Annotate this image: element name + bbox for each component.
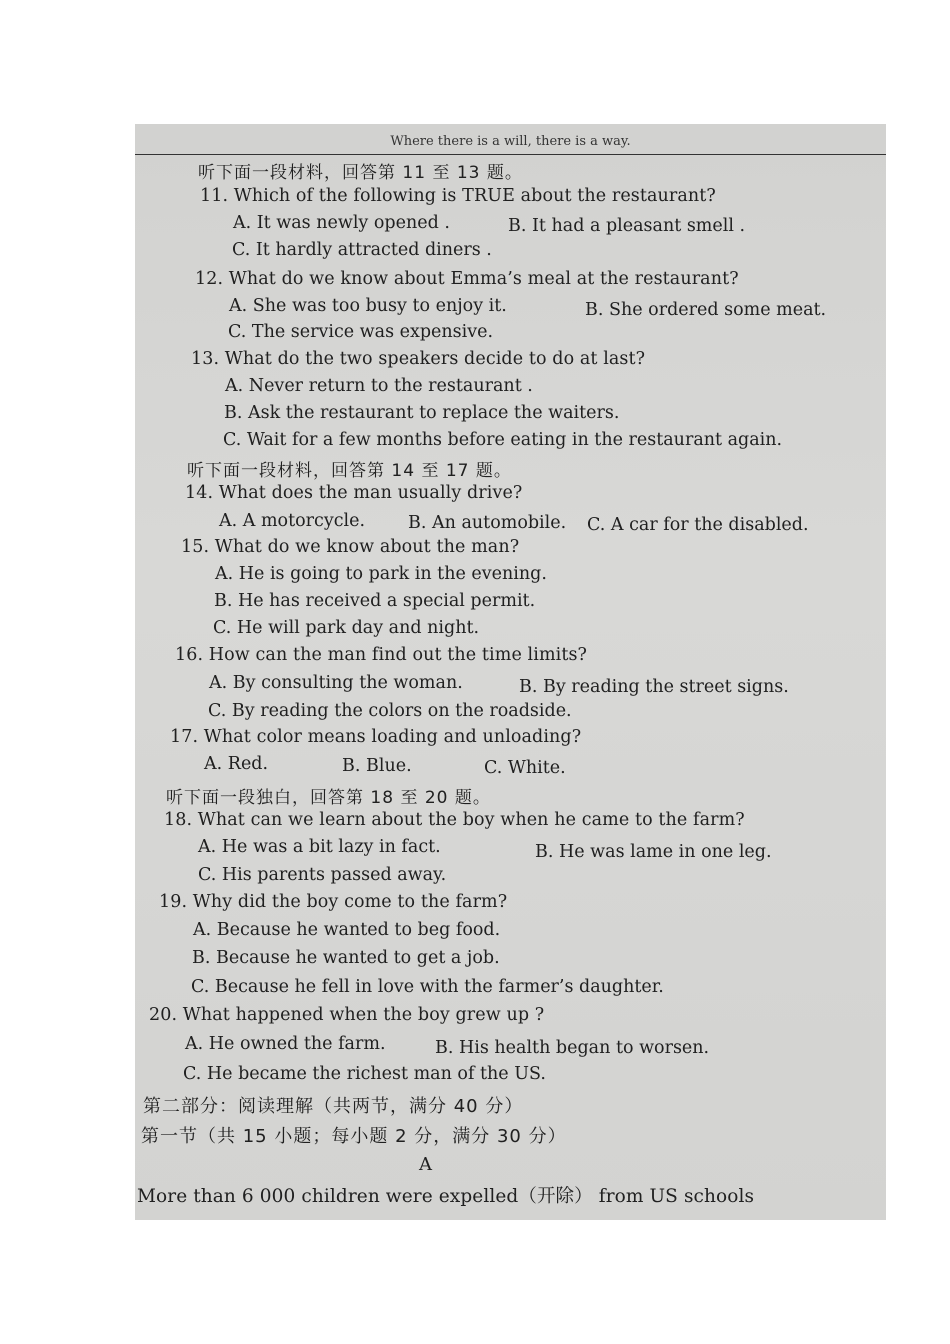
question-16: 16. How can the man find out the time limits? [175,645,588,665]
q11-option-a: A. It was newly opened . [233,213,450,233]
q14-option-b: B. An automobile. [408,513,567,533]
part2-title: 第二部分：阅读理解（共两节，满分 40 分） [143,1096,524,1117]
q16-option-c: C. By reading the colors on the roadside. [208,701,572,721]
q15-option-b: B. He has received a special permit. [214,591,536,611]
q19-option-c: C. Because he fell in love with the farmer’s daughter. [191,977,664,997]
q18-option-a: A. He was a bit lazy in fact. [198,837,441,857]
passage-first-line: More than 6 000 children were expelled（开除） from US schools [137,1186,755,1207]
q17-option-a: A. Red. [204,754,269,774]
q11-option-b: B. It had a pleasant smell . [508,216,746,236]
q14-option-c: C. A car for the disabled. [587,515,809,535]
q15-option-a: A. He is going to park in the evening. [215,564,547,584]
q14-option-a: A. A motorcycle. [219,511,366,531]
question-14: 14. What does the man usually drive? [185,483,523,503]
q16-option-a: A. By consulting the woman. [209,673,463,693]
q13-option-b: B. Ask the restaurant to replace the waiters. [224,403,620,423]
q20-option-b: B. His health began to worsen. [435,1038,710,1058]
q18-option-b: B. He was lame in one leg. [535,842,772,862]
question-18: 18. What can we learn about the boy when he came to the farm? [164,810,745,830]
instruction-14-17: 听下面一段材料，回答第 14 至 17 题。 [187,461,512,481]
question-13: 13. What do the two speakers decide to do at last? [191,349,646,369]
question-19: 19. Why did the boy come to the farm? [159,892,508,912]
q12-option-b: B. She ordered some meat. [585,300,827,320]
q12-option-c: C. The service was expensive. [228,322,494,342]
question-20: 20. What happened when the boy grew up ? [149,1005,545,1025]
q13-option-c: C. Wait for a few months before eating in the restaurant again. [223,430,783,450]
q17-option-b: B. Blue. [342,756,412,776]
passage-label: A [419,1154,432,1175]
q17-option-c: C. White. [484,758,566,778]
instruction-11-13: 听下面一段材料，回答第 11 至 13 题。 [198,163,523,183]
page-header-motto: Where there is a will, there is a way. [390,134,631,149]
q20-option-c: C. He became the richest man of the US. [183,1064,546,1084]
q16-option-b: B. By reading the street signs. [519,677,789,697]
section1-title: 第一节（共 15 小题；每小题 2 分，满分 30 分） [141,1126,567,1147]
q15-option-c: C. He will park day and night. [213,618,480,638]
question-17: 17. What color means loading and unloading? [170,727,582,747]
header-rule [135,154,886,155]
scanned-exam-page [135,124,886,1220]
question-12: 12. What do we know about Emma’s meal at the restaurant? [195,269,739,289]
q12-option-a: A. She was too busy to enjoy it. [229,296,507,316]
q11-option-c: C. It hardly attracted diners . [232,240,492,260]
q13-option-a: A. Never return to the restaurant . [225,376,533,396]
q20-option-a: A. He owned the farm. [185,1034,386,1054]
instruction-18-20: 听下面一段独白，回答第 18 至 20 题。 [166,788,491,808]
question-15: 15. What do we know about the man? [181,537,520,557]
q19-option-a: A. Because he wanted to beg food. [193,920,501,940]
question-11: 11. Which of the following is TRUE about the restaurant? [200,186,716,206]
q19-option-b: B. Because he wanted to get a job. [192,948,500,968]
q18-option-c: C. His parents passed away. [198,865,447,885]
